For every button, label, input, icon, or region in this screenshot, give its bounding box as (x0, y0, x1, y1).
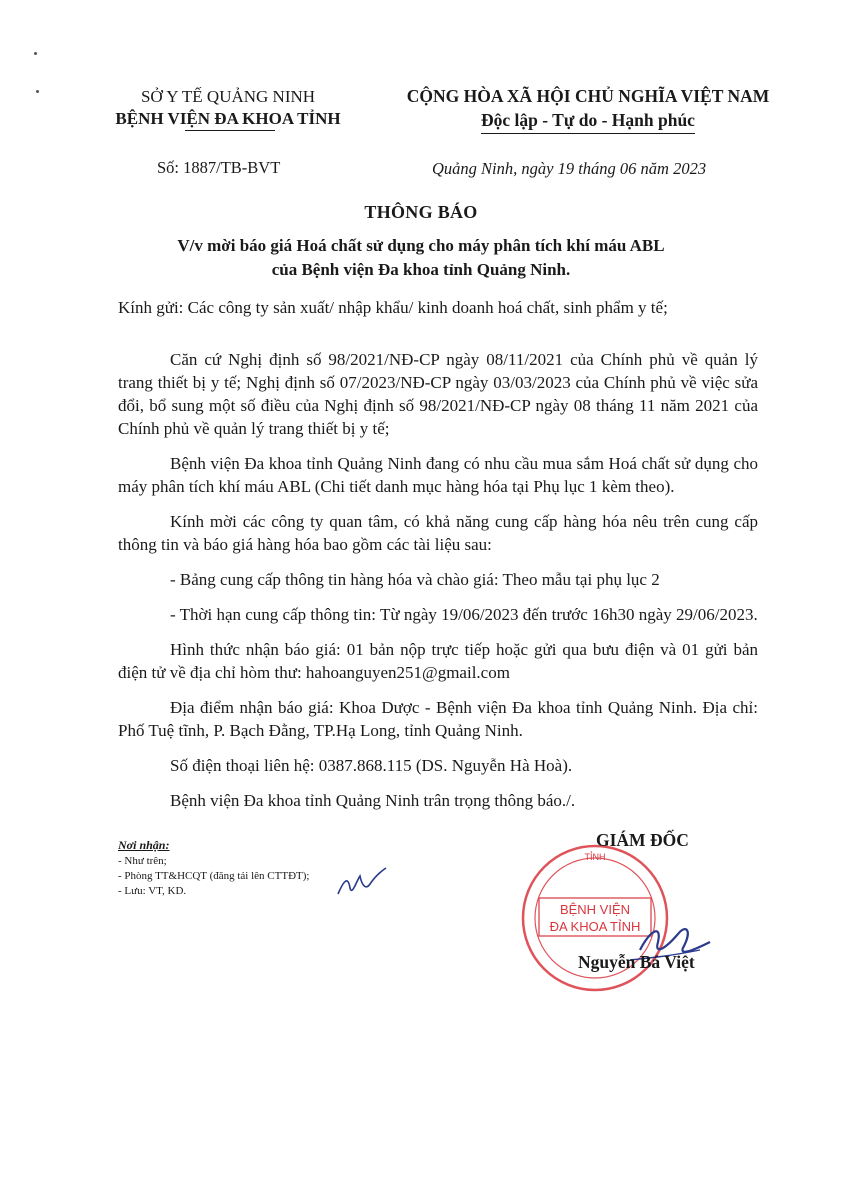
paragraph-invitation: Kính mời các công ty quan tâm, có khả năng cung cấp hàng hóa nêu trên cung cấp thông tin và báo giá hàng hóa bao gồm các tài liệu sau: (118, 512, 758, 554)
national-title: CỘNG HÒA XÃ HỘI CHỦ NGHĨA VIỆT NAM (406, 86, 770, 106)
header-right (378, 84, 798, 132)
paragraph-legal-basis: Căn cứ Nghị định số 98/2021/NĐ-CP ngày 08/11/2021 của Chính phủ về quản lý trang thiết bị y tế; Nghị định số 07/2023/NĐ-CP ngày 03/03/2023 của Chính phủ về việc sửa đổi, bổ sung một số điều của Nghị định số 98/2021/NĐ-CP ngày 08 tháng 11 năm 2021 của Chính phủ về quản lý trang thiết bị y tế; (118, 350, 758, 438)
paragraph-deadline: - Thời hạn cung cấp thông tin: Từ ngày 19/06/2023 đến trước 16h30 ngày 29/06/2023. (170, 605, 758, 624)
recipient-line: Kính gửi: Các công ty sản xuất/ nhập khẩu/ kinh doanh hoá chất, sinh phẩm y tế; (118, 298, 668, 317)
paragraph-location: Địa điểm nhận báo giá: Khoa Dược - Bệnh viện Đa khoa tỉnh Quảng Ninh. Địa chỉ: Phố Tuệ tĩnh, P. Bạch Đằng, TP.Hạ Long, tỉnh Quảng Ninh. (118, 698, 758, 740)
header-left (88, 86, 368, 130)
document-body (118, 348, 758, 824)
scan-speck (34, 52, 37, 55)
paragraph-closing: Bệnh viện Đa khoa tỉnh Quảng Ninh trân trọng thông báo./. (170, 791, 576, 810)
header-left-rule (185, 130, 275, 131)
document-title: THÔNG BÁO (364, 202, 478, 222)
stamp-ring-text: TỈNH (584, 852, 606, 862)
document-number: Số: 1887/TB-BVT (157, 158, 281, 177)
recipients-title: Nơi nhận: (118, 838, 170, 852)
ministry-name: SỞ Y TẾ QUẢNG NINH (140, 87, 316, 106)
paragraph-submission: Hình thức nhận báo giá: 01 bản nộp trực tiếp hoặc gửi qua bưu điện và 01 gửi bản điện tử về địa chỉ hòm thư: hahoanguyen251@gmail.com (118, 640, 758, 682)
stamp-text-line-1: BỆNH VIỆN (559, 902, 631, 917)
paragraph-form: - Bảng cung cấp thông tin hàng hóa và chào giá: Theo mẫu tại phụ lục 2 (170, 570, 660, 589)
recipient-item: - Lưu: VT, KD. (118, 885, 187, 897)
subject-line-2: của Bệnh viện Đa khoa tỉnh Quảng Ninh. (271, 260, 571, 279)
signer-name: Nguyễn Bá Việt (578, 952, 695, 972)
signature-title: GIÁM ĐỐC (596, 830, 689, 850)
subject-line-1: V/v mời báo giá Hoá chất sử dụng cho máy phân tích khí máu ABL (177, 236, 665, 255)
initial-signature (330, 862, 390, 902)
recipient-item: - Như trên; (118, 855, 167, 867)
hospital-name: BỆNH VIỆN ĐA KHOA TỈNH (115, 109, 341, 128)
date-line: Quảng Ninh, ngày 19 tháng 06 năm 2023 (432, 159, 707, 178)
recipient-item: - Phòng TT&HCQT (đăng tải lên CTTĐT); (118, 870, 310, 882)
scan-speck (36, 90, 39, 93)
document-subject (100, 234, 742, 282)
national-motto: Độc lập - Tự do - Hạnh phúc (481, 110, 695, 130)
paragraph-need: Bệnh viện Đa khoa tỉnh Quảng Ninh đang có nhu cầu mua sắm Hoá chất sử dụng cho máy phân tích khí máu ABL (Chi tiết danh mục hàng hóa tại Phụ lục 1 kèm theo). (118, 454, 758, 496)
stamp-text-line-2: ĐA KHOA TỈNH (549, 919, 641, 934)
paragraph-phone: Số điện thoại liên hệ: 0387.868.115 (DS. Nguyễn Hà Hoà). (170, 756, 573, 775)
